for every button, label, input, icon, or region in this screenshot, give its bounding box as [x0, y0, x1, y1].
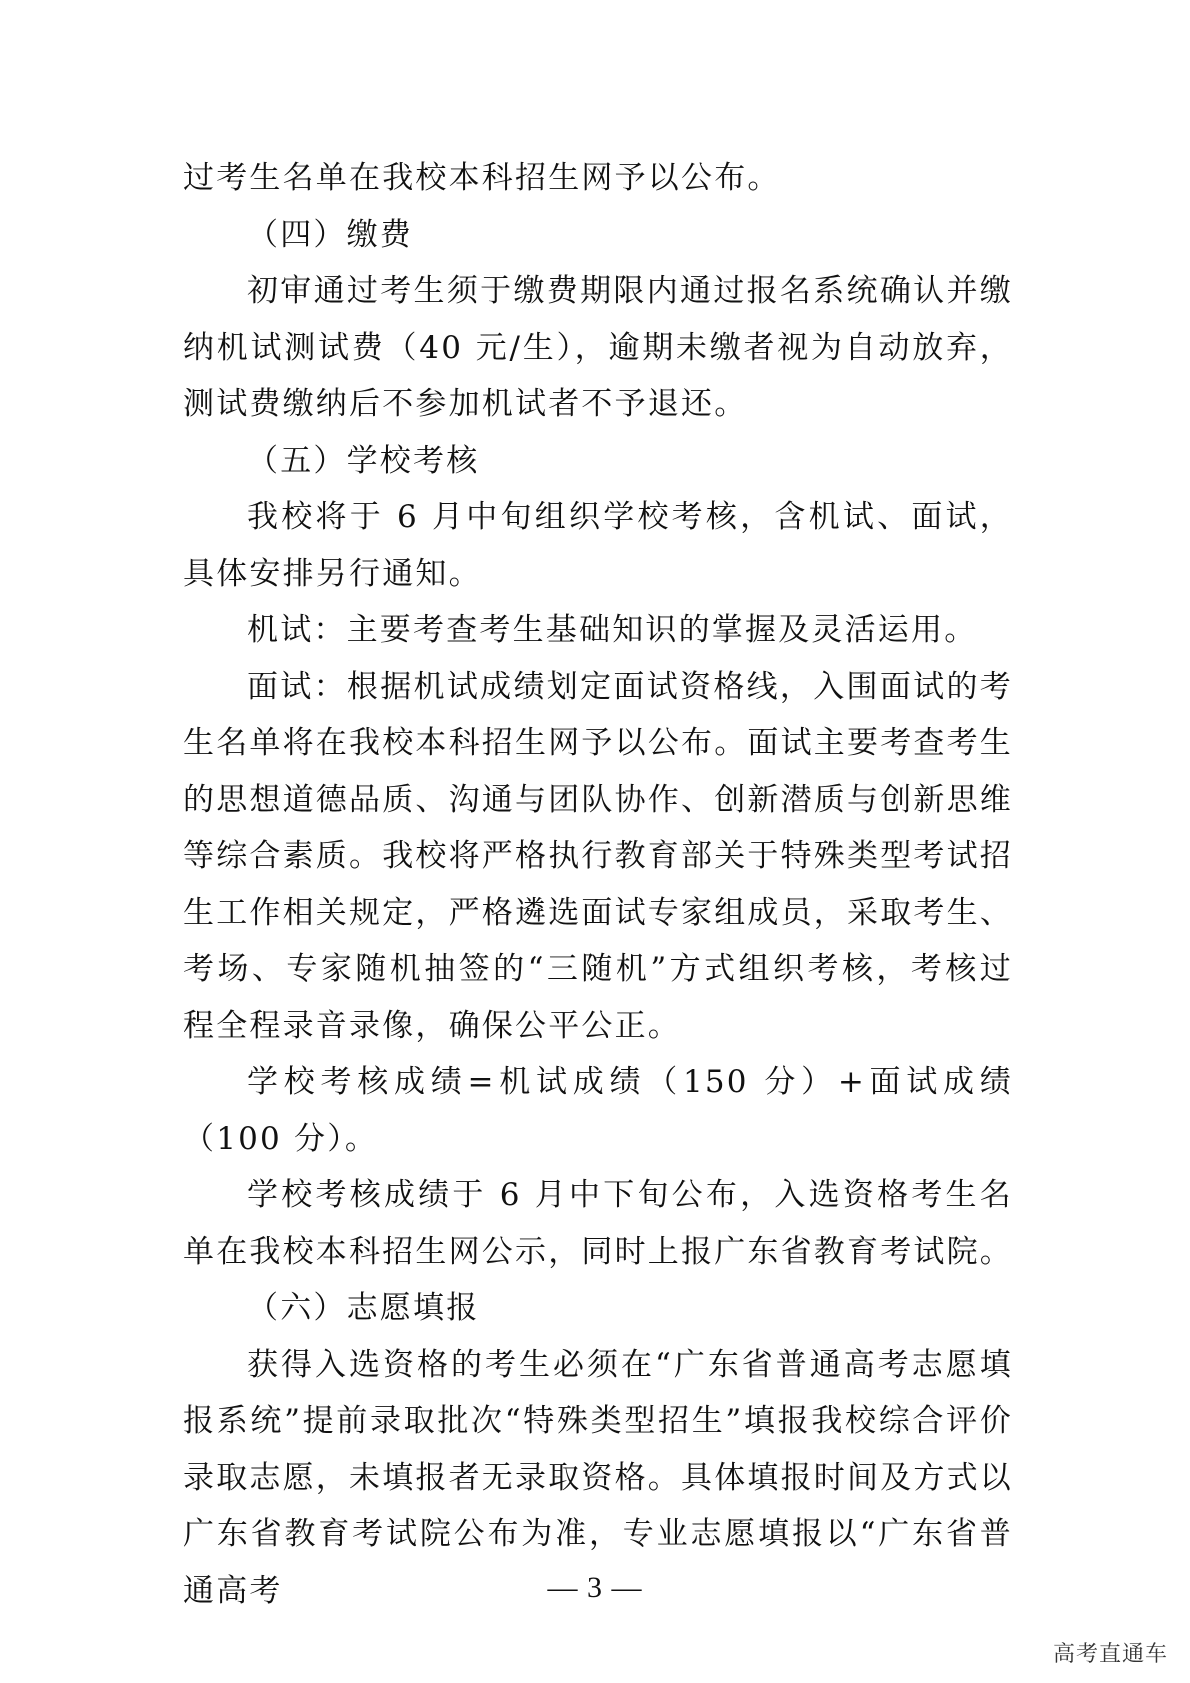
document-body	[183, 150, 1013, 1619]
watermark-text: 高考直通车	[1052, 1642, 1168, 1667]
paragraph-application: 获得入选资格的考生必须在“广东省普通高考志愿填报系统”提前录取批次“特殊类型招生”填报我校综合评价录取志愿，未填报者无录取资格。具体填报时间及方式以广东省教育考试院公布为准，专业志愿填报以“广东省普通高考	[183, 1346, 1013, 1609]
paragraph-score-formula: 学校考核成绩=机试成绩（150 分）+面试成绩（100 分）。	[183, 1064, 1013, 1157]
paragraph-payment: 初审通过考生须于缴费期限内通过报名系统确认并缴纳机试测试费（40 元/生），逾期未缴者视为自动放弃，测试费缴纳后不参加机试者不予退还。	[183, 273, 1013, 422]
paragraph-assessment-schedule: 我校将于 6 月中旬组织学校考核，含机试、面试，具体安排另行通知。	[183, 499, 1013, 592]
section-heading-application: （六）志愿填报	[247, 1290, 480, 1326]
paragraph-continuation: 过考生名单在我校本科招生网予以公布。	[183, 160, 781, 196]
section-heading-payment: （四）缴费	[247, 216, 413, 253]
section-heading-school-assessment: （五）学校考核	[247, 442, 480, 479]
paragraph-computer-test: 机试：主要考查考生基础知识的掌握及灵活运用。	[247, 612, 978, 648]
paragraph-interview: 面试：根据机试成绩划定面试资格线，入围面试的考生名单将在我校本科招生网予以公布。面试主要考查考生的思想道德品质、沟通与团队协作、创新潜质与创新思维等综合素质。我校将严格执行教育部关于特殊类型考试招生工作相关规定，严格遴选面试专家组成员，采取考生、考场、专家随机抽签的“三随机”方式组织考核，考核过程全程录音录像，确保公平公正。	[183, 668, 1013, 1044]
paragraph-score-publication: 学校考核成绩于 6 月中下旬公布，入选资格考生名单在我校本科招生网公示，同时上报广东省教育考试院。	[183, 1177, 1013, 1270]
page-number: — 3 —	[547, 1571, 643, 1604]
